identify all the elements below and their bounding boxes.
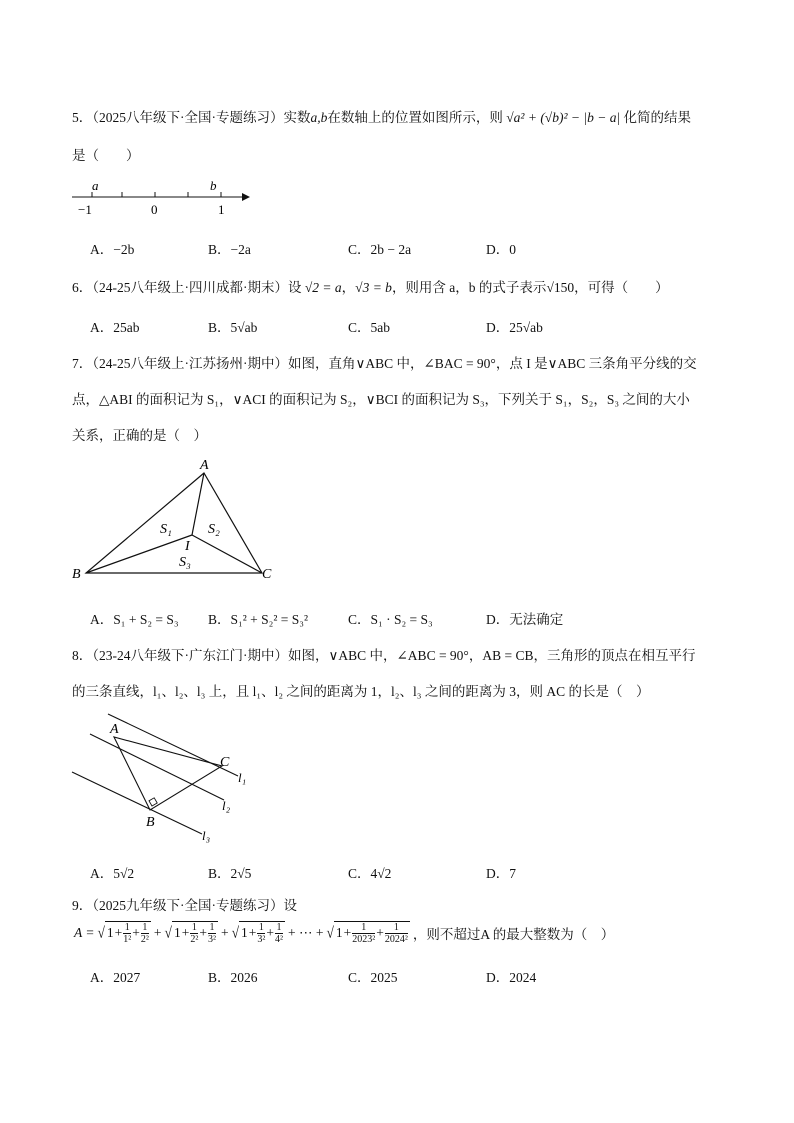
q8-option-a[interactable]: A．5√2: [90, 866, 135, 881]
q9-term-3-den1: 3²: [257, 934, 266, 945]
q9-term-last: √ 1 + $\frac{1}{\text{2023²}}$ + $\frac{1}{\text{2024²}}$: [326, 922, 408, 945]
q8-option-d[interactable]: D．7: [486, 866, 516, 881]
q7-label-b: B: [72, 567, 81, 582]
q7-option-d[interactable]: D．无法确定: [486, 612, 564, 627]
q5-stem-line2: 是（ ）: [72, 148, 140, 163]
q6-separator: ，: [341, 280, 356, 295]
q6-option-c[interactable]: C．5ab: [348, 320, 390, 335]
q9-term-last-den1: 2023²: [352, 934, 376, 945]
q9-term-2-den1: 2²: [190, 934, 199, 945]
q5-stem-tail: 化简的结果: [623, 110, 692, 125]
q9-term-3: √ 1 + $\frac{1}{\text{3²}}$ + $\frac{1}{\text{4²}}$: [231, 922, 284, 945]
q5-stem-middle: 在数轴上的位置如图所示，则: [327, 110, 503, 125]
q6-option-d[interactable]: D．25√ab: [486, 320, 543, 335]
q8-parallel-lines-figure: [66, 706, 266, 846]
q6-sqrt3: √3 = b: [355, 280, 392, 295]
q5-option-a[interactable]: A．−2b: [90, 242, 135, 257]
q5-variables: a,b: [310, 110, 328, 125]
q7-stem-line2: 点，△ABI 的面积记为 S₁，∨ACI 的面积记为 S₂，∨BCI 的面积记为 S₃，下列关于 S₁，S₂，S₃ 之间的大小: [72, 392, 690, 407]
q9-option-b[interactable]: B．2026: [208, 970, 258, 985]
q5-label-b: b: [210, 178, 217, 193]
q9-term-2-one: 1: [173, 925, 181, 941]
q7-label-s2: S₂: [208, 522, 220, 537]
q7-label-a: A: [200, 458, 209, 473]
q5-expression: √a² + (√b)² − |b − a|: [506, 110, 621, 125]
q9-formula: A = √ 1 + $\frac{1}{\text{1²}}$ + $\frac{1}{\text{2²}}$ + √ 1 + $\frac{1}{\text{2²}}$ + $\frac{1}{\text{3²}}$ + √ 1 + $\frac{1}{\text{3²}}$ + $\frac{1}{\text{4²}}$ + ⋯ + √ 1 + $\frac{1}{\text{2023²}}$ + $\frac{1}{\text{2024²}}$ ，则不超过A 的最大整数为（ ）: [74, 922, 615, 945]
q5-option-b[interactable]: B．−2a: [208, 242, 251, 257]
q7-label-c: C: [262, 567, 272, 582]
q8-stem-line2: 的三条直线，l₁、l₂、l₃ 上，且 l₁、l₂ 之间的距离为 1，l₂、l₃ 之间的距离为 3，则 AC 的长是（ ）: [72, 684, 650, 699]
q5-option-d[interactable]: D．0: [486, 242, 516, 257]
q9-stem-line1: 9．（2025九年级下·全国·专题练习）设: [72, 898, 297, 913]
q9-lhs: A =: [74, 925, 95, 940]
q7-option-b[interactable]: B．S₁² + S₂² = S₃²: [208, 612, 309, 627]
q8-label-l1: l₁: [238, 770, 247, 785]
q9-term-1-den1: 1²: [123, 934, 132, 945]
q9-term-last-one: 1: [335, 925, 343, 941]
q6-stem: [72, 276, 669, 296]
q9-term-2-den2: 3²: [207, 934, 216, 945]
q9-term-last-den2: 2024²: [384, 934, 408, 945]
q9-ellipsis: + ⋯ +: [288, 925, 324, 940]
q6-stem-middle: ，则用含 a，b 的式子表示: [391, 280, 547, 295]
q6-sqrt150: √150: [546, 280, 575, 295]
q7-label-s1: S₁: [160, 522, 172, 537]
q6-option-b[interactable]: B．5√ab: [208, 320, 258, 335]
q5-stem: [72, 106, 691, 126]
q5-label-zero: 0: [151, 202, 158, 217]
q7-stem-line3: 关系，正确的是（ ）: [72, 428, 207, 443]
q7-option-c[interactable]: C．S₁ · S₂ = S₃: [348, 612, 433, 627]
q8-option-b[interactable]: B．2√5: [208, 866, 252, 881]
q5-source: 5．（2025八年级下·全国·专题练习）实数: [72, 110, 311, 125]
q7-option-a[interactable]: A．S₁ + S₂ = S₃: [90, 612, 179, 627]
q6-stem-tail: ，可得（ ）: [574, 280, 669, 295]
q9-term-3-one: 1: [241, 925, 248, 941]
q8-option-c[interactable]: C．4√2: [348, 866, 392, 881]
q7-triangle-figure: [66, 455, 286, 585]
q9-option-a[interactable]: A．2027: [90, 970, 141, 985]
q9-term-2: √ 1 + $\frac{1}{\text{2²}}$ + $\frac{1}{\text{3²}}$: [164, 922, 216, 945]
q5-number-line: [70, 176, 260, 218]
q8-label-l2: l₂: [222, 798, 231, 813]
q9-option-c[interactable]: C．2025: [348, 970, 398, 985]
q6-sqrt2: √2 = a: [304, 280, 342, 295]
q9-option-d[interactable]: D．2024: [486, 970, 537, 985]
q8-label-a: A: [110, 722, 119, 737]
q9-term-1-one: 1: [106, 925, 114, 941]
q9-term-3-den2: 4²: [275, 934, 284, 945]
q9-term-1: √ 1 + $\frac{1}{\text{1²}}$ + $\frac{1}{\text{2²}}$: [97, 922, 149, 945]
q5-label-a: a: [92, 178, 99, 193]
q9-stem-tail: ，则不超过A 的最大整数为（ ）: [412, 927, 615, 942]
q8-stem-line1: 8．（23-24八年级下·广东江门·期中）如图，∨ABC 中，∠ABC = 90°，AB = CB，三角形的顶点在相互平行: [72, 648, 696, 663]
q5-label-one: 1: [218, 202, 225, 217]
q7-stem-line1: 7．（24-25八年级上·江苏扬州·期中）如图，直角∨ABC 中，∠BAC = 90°，点 I 是∨ABC 三条角平分线的交: [72, 356, 697, 371]
q8-label-l3: l₃: [202, 828, 211, 843]
q7-label-i: I: [185, 539, 190, 554]
q5-option-c[interactable]: C．2b − 2a: [348, 242, 412, 257]
q9-term-1-den2: 2²: [140, 934, 149, 945]
q6-source: 6．（24-25八年级上·四川成都·期末）设: [72, 280, 302, 295]
q6-option-a[interactable]: A．25ab: [90, 320, 140, 335]
q8-label-c: C: [220, 755, 230, 770]
q7-label-s3: S₃: [179, 555, 191, 570]
q5-label-minus1: −1: [78, 202, 92, 217]
q8-label-b: B: [146, 815, 155, 830]
